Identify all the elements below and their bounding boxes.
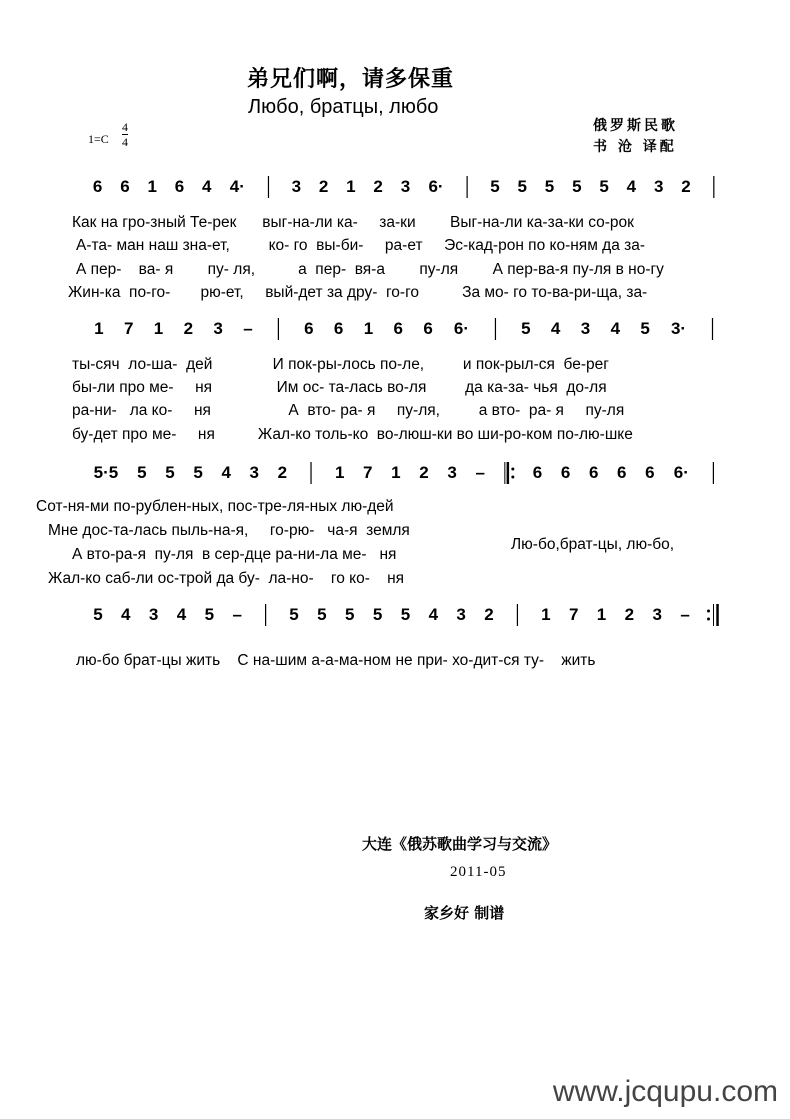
note: 1: [596, 605, 607, 624]
note: 5: [204, 605, 215, 624]
note: 6: [645, 463, 655, 482]
note: 6: [617, 463, 627, 482]
note: 1: [334, 463, 345, 482]
note: 5: [544, 177, 555, 196]
note: 3: [653, 177, 664, 196]
lyric-line: Сот-ня-ми по-рублен-ных, пос-тре-ля-ных лю-дей: [36, 498, 394, 515]
note: –: [680, 605, 690, 624]
note: 1: [363, 319, 374, 338]
note: 7: [123, 319, 134, 338]
repeat-dot: [707, 618, 710, 621]
note: 1: [391, 463, 401, 482]
note: 6: [588, 463, 599, 482]
lyric-line: А пер- ва- я пу- ля, а пер- вя-а пу-ля А пер-ва-я пу-ля в но-гу: [76, 261, 664, 278]
note: 3: [447, 463, 457, 482]
note: 3: [249, 463, 260, 482]
song-title-russian: Любо, братцы, любо: [248, 96, 439, 118]
note: 1: [541, 605, 551, 624]
song-title-chinese: 弟兄们啊，请多保重: [247, 66, 455, 92]
note: –: [232, 605, 242, 624]
note: 2: [373, 177, 383, 196]
note: 6: [304, 319, 314, 338]
note: 1: [147, 177, 157, 196]
lyric-line: А-та- ман наш зна-ет, ко- го вы-би- ра-ет Эс-кад-рон по ко-ням да за-: [76, 237, 646, 254]
note: 4·: [229, 177, 245, 196]
lyric-line: лю-бо брат-цы жить С на-шим а-а-ма-ном не при- хо-дит-ся ту- жить: [76, 652, 596, 669]
origin-credit: 俄罗斯民歌: [593, 118, 678, 134]
note: 5: [137, 463, 147, 482]
source-credit: 大连《俄苏歌曲学习与交流》: [362, 835, 558, 853]
note: 4: [202, 177, 212, 196]
note: 2: [681, 177, 691, 196]
note: 6: [120, 177, 130, 196]
note: 3: [456, 605, 466, 624]
note: 5: [521, 319, 531, 338]
note: 5·5: [93, 463, 119, 482]
note: 4: [550, 319, 561, 338]
note: 6: [560, 463, 571, 482]
note: 6: [423, 319, 433, 338]
key-signature: 1=C: [88, 132, 109, 146]
time-signature-bottom: 4: [122, 135, 128, 149]
note: 5: [599, 177, 609, 196]
note: 6·: [428, 177, 444, 196]
note: 5: [517, 177, 527, 196]
lyric-line: Как на гро-зный Те-рек выг-на-ли ка- за-ки Выг-на-ли ка-за-ки со-рок: [72, 214, 634, 231]
note: 2: [484, 605, 494, 624]
site-watermark: www.jcqupu.com: [552, 1075, 778, 1108]
note: 4: [121, 605, 131, 624]
note: 4: [428, 605, 439, 624]
note: 3: [652, 605, 662, 624]
note: 5: [640, 319, 650, 338]
note: 6: [174, 177, 185, 196]
lyric-line: А вто-ра-я пу-ля в сер-дце ра-ни-ла ме- ня: [72, 546, 397, 563]
note: 4: [176, 605, 187, 624]
note: 6·: [673, 463, 689, 482]
note: 1: [346, 177, 356, 196]
note: 2: [318, 177, 329, 196]
lyric-line: Мне дос-та-лась пыль-на-я, го-рю- ча-я земля: [48, 522, 410, 539]
transcriber-credit: 家乡好 制谱: [424, 904, 505, 922]
note: 7: [568, 605, 579, 624]
note: 5: [400, 605, 411, 624]
time-signature-top: 4: [122, 120, 128, 134]
repeat-dot: [511, 476, 514, 479]
note: 3: [213, 319, 223, 338]
note: 2: [419, 463, 429, 482]
date-label: 2011-05: [450, 864, 507, 880]
note: 5: [490, 177, 500, 196]
note: 5: [165, 463, 175, 482]
lyric-line: Жал-ко саб-ли ос-трой да бу- ла-но- го ко- ня: [48, 570, 405, 587]
note: –: [243, 319, 253, 338]
translator-credit: 书 沧 译配: [593, 139, 677, 155]
note: 5: [193, 463, 203, 482]
lyric-line: ты-сяч ло-ша- дей И пок-ры-лось по-ле, и пок-рыл-ся бе-рег: [72, 356, 609, 373]
note: 6: [532, 463, 543, 482]
note: 5: [289, 605, 299, 624]
note: 5: [344, 605, 355, 624]
lyric-line: бу-дет про ме- ня Жал-ко толь-ко во-люш-ки во ши-ро-ком по-лю-шке: [72, 426, 633, 443]
repeat-dot: [707, 610, 710, 613]
note: 4: [610, 319, 621, 338]
note: 5: [317, 605, 327, 624]
lyric-line: ра-ни- ла ко- ня А вто- ра- я пу-ля, а вто- ра- я пу-ля: [72, 402, 625, 419]
refrain-lyric: Лю-бо,брат-цы, лю-бо,: [511, 536, 675, 553]
note: 6·: [453, 319, 470, 338]
note: 5: [572, 177, 582, 196]
note: 3: [148, 605, 159, 624]
note: 3: [400, 177, 411, 196]
lyric-line: Жин-ка по-го- рю-ет, вый-дет за дру- го-го За мо- го то-ва-ри-ща, за-: [68, 284, 648, 301]
note: 4: [626, 177, 637, 196]
note: 6: [393, 319, 403, 338]
note: 6: [92, 177, 103, 196]
note: 7: [363, 463, 373, 482]
note: 2: [183, 319, 194, 338]
note: 2: [277, 463, 288, 482]
note: 2: [624, 605, 635, 624]
note: 3·: [670, 319, 687, 338]
note: 5: [372, 605, 383, 624]
note: 6: [333, 319, 344, 338]
note: –: [475, 463, 485, 482]
note: 3: [291, 177, 302, 196]
lyric-line: бы-ли про ме- ня Им ос- та-лась во-ля да ка-за- чья до-ля: [72, 379, 607, 396]
repeat-dot: [511, 468, 514, 471]
note: 1: [153, 319, 164, 338]
note: 3: [580, 319, 591, 338]
note: 1: [94, 319, 104, 338]
note: 5: [93, 605, 103, 624]
note: 4: [221, 463, 231, 482]
